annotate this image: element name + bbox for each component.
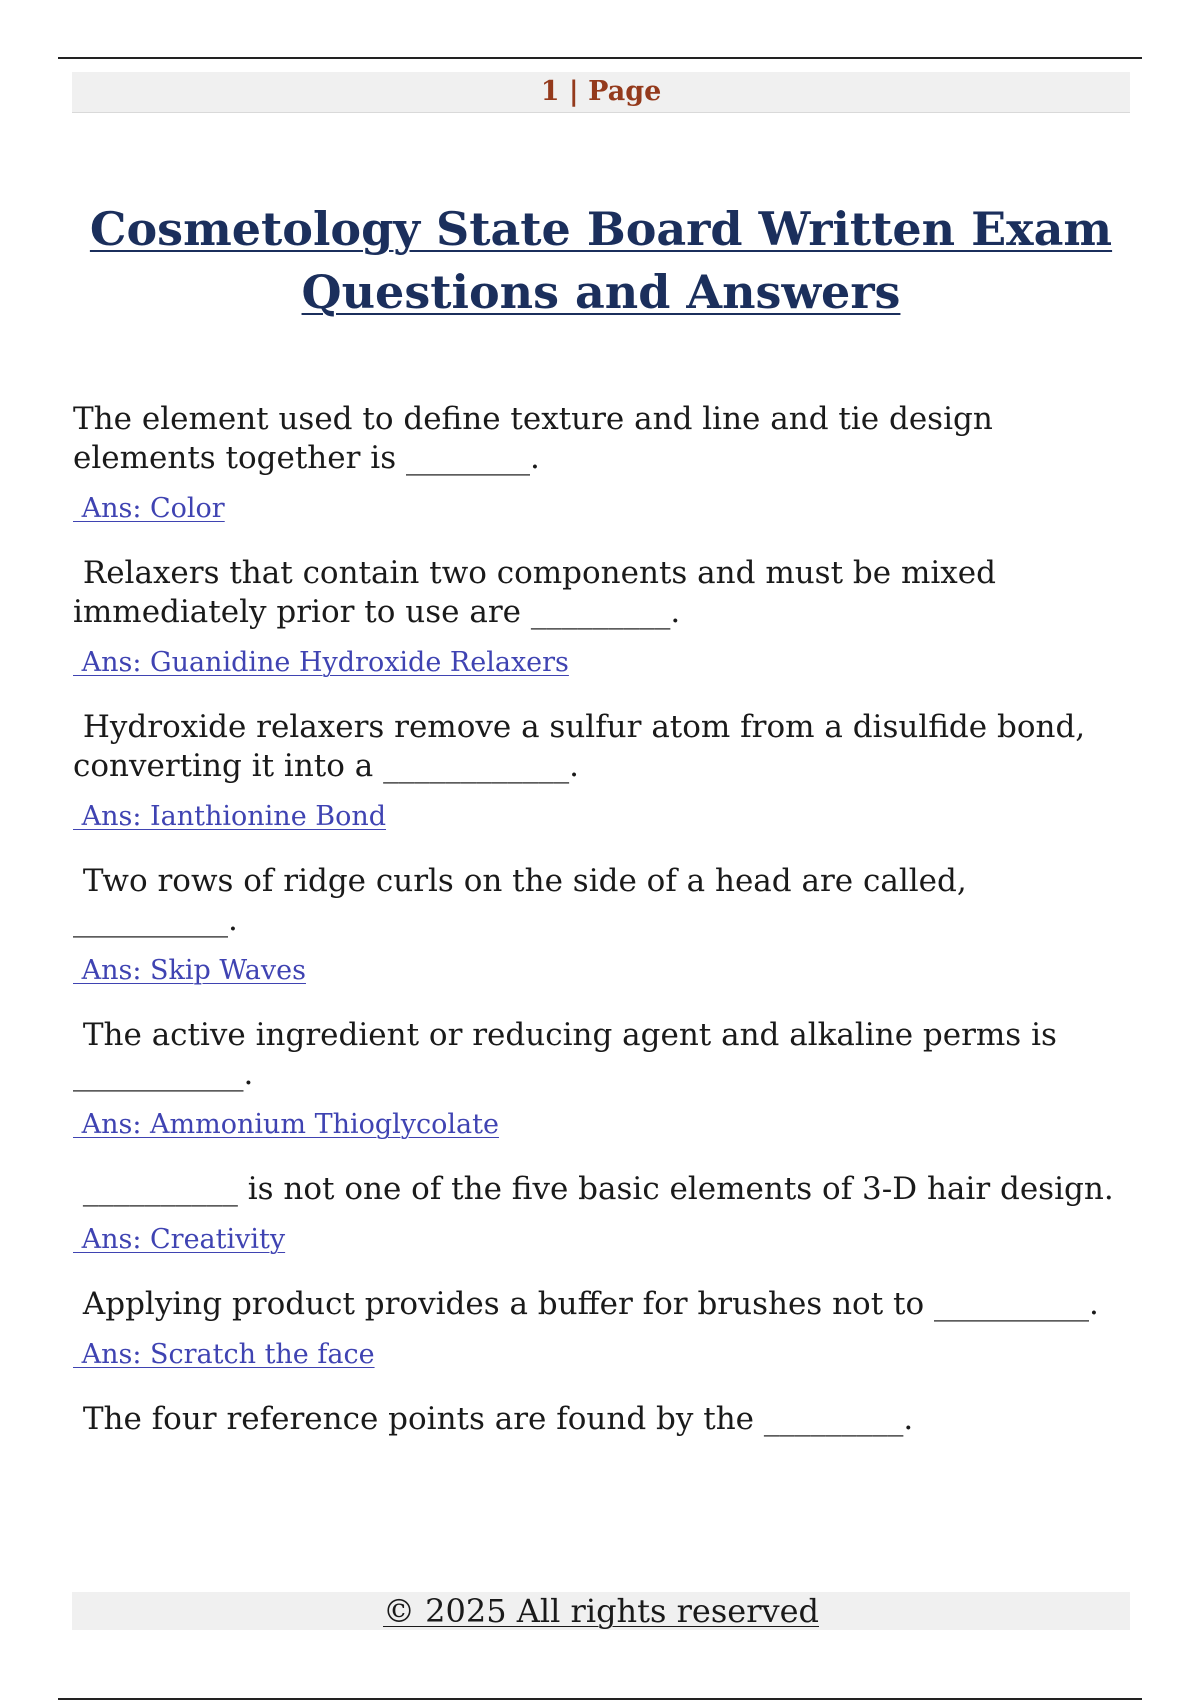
document-title-line-2: Questions and Answers (301, 265, 901, 319)
qa-item (73, 708, 1138, 862)
qa-list (73, 400, 1138, 1439)
qa-item (73, 1016, 1138, 1170)
qa-item (73, 400, 1138, 554)
question-text: Hydroxide relaxers remove a sulfur atom from a disulfide bond, converting it into a ____________. (73, 709, 1096, 784)
question-text: The four reference points are found by the _________. (73, 1401, 914, 1437)
qa-item (73, 862, 1138, 1016)
answer-link[interactable]: Ans: Ammonium Thioglycolate (73, 1109, 499, 1140)
copyright-text: © 2025 All rights reserved (383, 1592, 819, 1630)
qa-item (73, 554, 1138, 708)
qa-item (73, 1170, 1138, 1285)
question-text: Applying product provides a buffer for brushes not to __________. (73, 1286, 1099, 1322)
qa-item (73, 1400, 1138, 1439)
document-title-line-1: Cosmetology State Board Written Exam (89, 202, 1113, 256)
page-footer (72, 1592, 1130, 1630)
answer-link[interactable]: Ans: Skip Waves (73, 955, 306, 986)
question-text: Relaxers that contain two components and must be mixed immediately prior to use are _________. (73, 555, 1006, 630)
page-number-label: 1 | Page (540, 76, 662, 107)
top-rule (58, 57, 1142, 59)
answer-link[interactable]: Ans: Guanidine Hydroxide Relaxers (73, 647, 569, 678)
question-text: The element used to define texture and line and tie design elements together is ________. (73, 401, 1003, 476)
document-title (72, 198, 1130, 324)
question-text: The active ingredient or reducing agent and alkaline perms is ___________. (73, 1017, 1067, 1092)
answer-link[interactable]: Ans: Creativity (73, 1224, 286, 1255)
answer-link[interactable]: Ans: Ianthionine Bond (73, 801, 387, 832)
qa-item (73, 1285, 1138, 1400)
question-text: Two rows of ridge curls on the side of a head are called, __________. (73, 863, 977, 938)
page-header (72, 72, 1130, 113)
question-text: __________ is not one of the five basic elements of 3-D hair design. (73, 1171, 1114, 1207)
answer-link[interactable]: Ans: Color (73, 493, 225, 524)
answer-link[interactable]: Ans: Scratch the face (73, 1339, 375, 1370)
